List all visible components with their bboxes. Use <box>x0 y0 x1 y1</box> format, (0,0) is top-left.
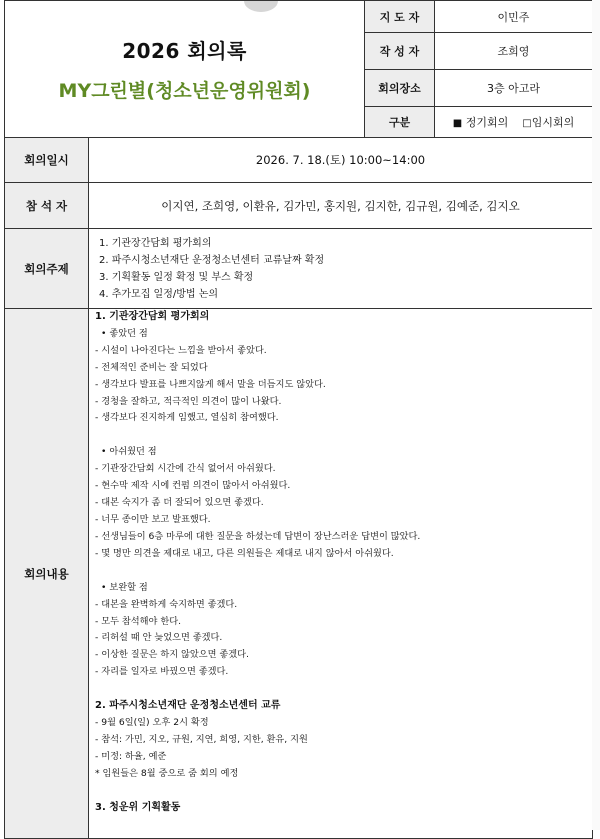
section2-heading: 2. 파주시청소년재단 운정청소년센터 교류 <box>95 700 281 712</box>
meeting-date-label: 회의일시 <box>5 138 89 183</box>
list-item: - 너무 종이만 보고 발표했다. <box>95 513 211 525</box>
list-item: - 미정: 하율, 예준 <box>95 750 167 762</box>
title-block <box>5 1 365 138</box>
list-item: - 참석: 가민, 지오, 규원, 지연, 희영, 지한, 환유, 지원 <box>95 733 308 745</box>
list-item: - 생각보다 진지하게 임했고, 열심히 참여했다. <box>95 412 279 424</box>
advisor-value: 이민주 <box>435 1 593 33</box>
type-label: 구분 <box>365 107 435 138</box>
body-table <box>4 137 593 839</box>
regular-checkbox[interactable]: ■ <box>452 118 463 129</box>
content-body <box>89 309 593 839</box>
meeting-date-value: 2026. 7. 18.(토) 10:00~14:00 <box>89 138 593 183</box>
topics-label: 회의주제 <box>5 229 89 309</box>
meeting-type <box>435 107 593 138</box>
list-item: - 현수막 제작 시에 컨펌 의견이 많아서 아쉬웠다. <box>95 480 291 492</box>
list-item: - 자리를 일자로 바꿨으면 좋겠다. <box>95 666 229 678</box>
page-edge <box>592 0 600 830</box>
improve-points-title: • 보완할 점 <box>101 581 148 593</box>
meeting-minutes-document <box>4 0 592 839</box>
topic-item: 4. 추가모집 일정/방법 논의 <box>99 288 219 300</box>
list-item: - 모두 참석해야 한다. <box>95 615 181 627</box>
list-item: - 대본을 완벽하게 숙지하면 좋겠다. <box>95 598 238 610</box>
topic-item: 2. 파주시청소년재단 운정청소년센터 교류날짜 확정 <box>99 254 325 266</box>
topic-item: 1. 기관장간담회 평가회의 <box>99 237 212 249</box>
list-item: - 리허설 때 안 늦었으면 좋겠다. <box>95 632 223 644</box>
list-item: - 이상한 질문은 하지 않았으면 좋겠다. <box>95 649 249 661</box>
list-item: - 생각보다 발표를 나쁘지않게 해서 말을 더듬지도 않았다. <box>95 378 326 390</box>
regular-label: 정기회의 <box>465 116 509 129</box>
list-item: - 몇 명만 의견을 제대로 내고, 다른 의원들은 제대로 내지 않아서 아쉬웠다. <box>95 547 394 559</box>
place-value: 3층 아고라 <box>435 70 593 107</box>
section1-heading: 1. 기관장간담회 평가회의 <box>95 311 210 322</box>
list-item: - 선생님들이 6층 마루에 대한 질문을 하셨는데 답변이 장난스러운 답변이 많았다. <box>95 530 421 542</box>
section3-heading: 3. 청운위 기획활동 <box>95 801 181 813</box>
content-label: 회의내용 <box>5 309 89 839</box>
org-title: MY그린별(청소년운영위원회) <box>58 80 311 102</box>
list-item: - 경청을 잘하고, 적극적인 의견이 많이 나왔다. <box>95 395 282 407</box>
list-item: - 시설이 나아진다는 느낌을 받아서 좋았다. <box>95 344 267 356</box>
header-table <box>4 0 593 138</box>
good-points-title: • 좋았던 점 <box>101 327 148 339</box>
attendees-label: 참 석 자 <box>5 183 89 229</box>
list-item: * 임원들은 8월 중으로 줌 회의 예정 <box>95 767 239 779</box>
list-item: - 9월 6일(일) 오후 2시 확정 <box>95 717 209 729</box>
topic-item: 3. 기획활동 일정 확정 및 부스 확정 <box>99 271 254 283</box>
temporary-label: 임시회의 <box>531 116 575 129</box>
list-item: - 전체적인 준비는 잘 되었다 <box>95 361 208 373</box>
advisor-label: 지 도 자 <box>365 1 435 33</box>
place-label: 회의장소 <box>365 70 435 107</box>
topics-list <box>89 229 593 309</box>
temporary-checkbox[interactable]: □ <box>522 118 532 129</box>
attendees-value: 이지연, 조희영, 이환유, 김가민, 홍지원, 김지한, 김규원, 김예준, 김지오 <box>89 183 593 229</box>
writer-label: 작 성 자 <box>365 33 435 70</box>
year-title: 2026 회의록 <box>122 39 247 63</box>
list-item: - 기관장간담회 시간에 간식 없어서 아쉬웠다. <box>95 463 276 475</box>
bad-points-title: • 아쉬웠던 점 <box>101 446 157 458</box>
list-item: - 대본 숙지가 좀 더 잘되어 있으면 좋겠다. <box>95 497 264 509</box>
writer-value: 조희영 <box>435 33 593 70</box>
